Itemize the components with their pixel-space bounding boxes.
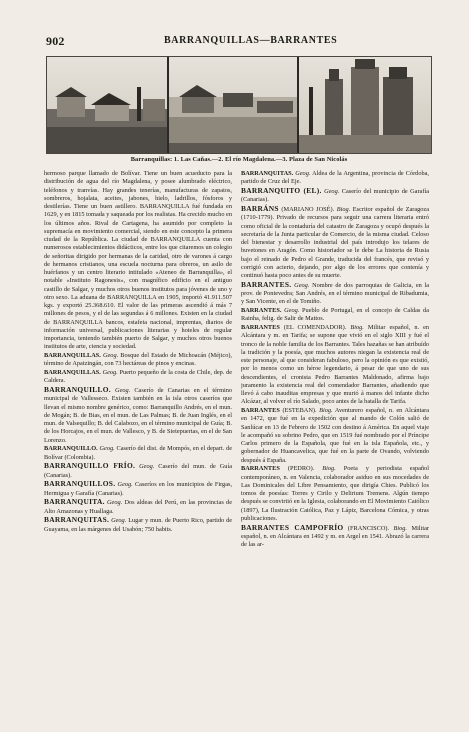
- entry-text: Caseríos en los municipios de Firgas, Hermigua y Garafía (Canarias).: [44, 481, 232, 497]
- entry-category: Geog.: [117, 481, 133, 489]
- entry: [44, 386, 232, 445]
- entry-headword: BARRANQUITO (EL).: [241, 186, 322, 195]
- entry: [241, 307, 429, 324]
- entry: [44, 516, 232, 534]
- entry-category: Geog.: [324, 188, 340, 195]
- entry: [44, 445, 232, 462]
- entry-headword: BARRÁNS: [241, 204, 279, 213]
- entry-text: Caserío del dist. de Mompós, en el depart. de Bolívar (Colombia).: [44, 445, 232, 461]
- entry: [241, 187, 429, 205]
- entry-category: Geog.: [115, 387, 131, 394]
- entry-headword: BARRANQUITAS.: [241, 170, 294, 177]
- entry-headword: BARRANTES: [241, 407, 280, 414]
- entry-category: Biog.: [350, 324, 364, 331]
- figure-caption: Barranquillas: 1. Las Cañas.—2. El río Magdalena.—3. Plaza de San Nicolás: [130, 156, 348, 163]
- entry-category: Geog.: [139, 463, 155, 471]
- entry-headword: BARRANTES CAMPOFRÍO: [241, 522, 344, 532]
- entry-text: Militar español, n. en Alcántara y m. en Tarifa; se supone que vivió en el siglo XIII y fué el tronco de la noble familia de los Barrantes. Tales hazañas se han atribuído la tradición y la poesía, que muchos autores niegan la existencia real de este personaje, al que consideran fabuloso, pero la opinión es que existió, por lo menos como un héroe legendario, á pesar de que uno de sus descendientes, el cronista Pedro Barrantes Maldonado, afirma bajo juramento la existencia real del comendador Barrantes, añadiendo que llevó á cabo inauditas empresas y que murió á manos del infante dicho Alcázar, al volver el río Salado, poco antes de la batalla de Tarifa.: [241, 324, 429, 406]
- page-header: [46, 34, 432, 48]
- entry-category: Biog.: [393, 524, 407, 532]
- entry-name: (ESTEBAN).: [282, 407, 317, 414]
- entry-text: Pueblo de Portugal, en el concejo de Caldas da Rainha, felig. de Salir de Mattos.: [241, 307, 429, 323]
- entry-text: Dos aldeas del Perú, en las provincias de Alto Amazonas y Huallaga.: [44, 499, 232, 515]
- entry-headword: BARRANTES: [241, 324, 280, 331]
- entry-name: (MARIANO JOSÉ).: [281, 206, 335, 213]
- entry-text: Caserío de Canarias en el término municipal de Vallesseco. Existen también en la isla otros caseríos que llevan el mismo nombre genérico, como: Barranquillo Andrés, en el mun. de Mogán; B. de Bias, en el mun. de Las Palmas; B. de Juan Inglés, en el mun. de Valsequillo; B. del Calabozo, en el término municipal de Guía; B. de los Horcajos, en el mun. de Vallesco, y B. de Sietepuertas, en el de San Lorenzo.: [44, 387, 232, 444]
- entry-text: Nombre de dos parroquias de Galicia, en la prov. de Pontevedra; San Andrés, en el término municipal de Ribadumia, y San Vicente, en el de Tomiño.: [241, 281, 429, 306]
- entry-text: Militar español, n. en Alcántara en 1492 y m. en Argel en 1541. Abrazó la carrera de las ar-: [241, 524, 429, 548]
- entry-text: Lugar y mun. de Puerto Rico, partido de Guayama, en las márgenes del Usabón; 750 habits.: [44, 517, 232, 533]
- entry-headword: BARRANQUILLAS.: [44, 369, 101, 376]
- entry: [241, 465, 429, 523]
- entry-text: Bosque del Estado de Michoacán (Méjico), término de Apatzingán, con 73 hectáreas de pinos y encinas.: [44, 352, 232, 368]
- entry-headword: BARRANQUITA.: [44, 497, 105, 507]
- entry-category: Geog.: [107, 499, 123, 507]
- entry-headword: BARRANQUILLO.: [44, 385, 111, 394]
- entry-headword: BARRANQUITAS.: [44, 515, 110, 525]
- entry: [44, 352, 232, 369]
- engraving-figure: [46, 56, 432, 154]
- entry-category: Biog.: [322, 465, 336, 473]
- entry: [241, 407, 429, 465]
- entry: [241, 170, 429, 187]
- entry-category: Geog.: [295, 170, 311, 177]
- entry-text: Caserío del municipio de Garafía (Canarias).: [241, 188, 429, 204]
- entry-category: Biog.: [336, 206, 351, 213]
- entry-category: Geog.: [111, 517, 127, 525]
- entry-text: Aldea de la Argentina, provincia de Córdoba, partido de Cruz del Eje.: [241, 170, 429, 186]
- entry: [241, 281, 429, 307]
- entry-headword: BARRANQUILLO FRÍO.: [44, 461, 136, 471]
- entry-text: Aventurero español, n. en Alcántara en 1472, que fué en la expedición que al mando de Colón salió de Sanlúcar en 13 de Febrero de 1502 con destino á América. En aquel viaje le acompañó su sobrino Pedro, que en 1519 fué nombrado por el Príncipe Carlos primero de la Española, que fué en la isla Española, etc., y gobernador de Huancavelica, que fué en la parte de Ovando, volviendo después á España.: [241, 407, 429, 464]
- left-column: [44, 170, 232, 722]
- page-number: 902: [46, 34, 65, 48]
- entry-category: Geog.: [284, 307, 300, 314]
- entry-category: Geog.: [102, 369, 118, 376]
- entry-category: Geog.: [294, 281, 310, 289]
- entry-name: (FRANCISCO).: [347, 524, 390, 532]
- entry-headword: BARRANTES: [241, 465, 280, 473]
- entry-headword: BARRANTES.: [241, 279, 292, 289]
- entry-headword: BARRANTES.: [241, 307, 282, 314]
- entry-headword: BARRANQUILLOS.: [44, 479, 116, 489]
- entry-category: Geog.: [102, 352, 119, 359]
- entry: [241, 324, 429, 407]
- entry-name: (EL COMENDADOR).: [283, 324, 347, 331]
- entry-text: Poeta y periodista español contemporáneo, n. en Valencia, colaborador asiduo en sus mocedades de Las Dominicales del Libre Pensamiento, que dirigía Chies. Publicó los tomos de poesías: Torres y Cirilo y Delirium Tremens. Algún tiempo después se convirtió en la Iglesia, colaborando en El Movimiento Católico (1897), La Ilustración Católica, Paz y Lápiz, Barcelona Cómica, y otras publicaciones.: [241, 465, 429, 522]
- entry-name: (PEDRO).: [287, 465, 315, 473]
- entry-text: hermoso parque llamado de Bolívar. Tiene un buen acueducto para la distribución de agua del río Magdalena, y posee alumbrado eléctrico, teléfonos y tranvías. Hay grandes tenerías, manufacturas de zapatos, sombreros, hojalata, aceites, jabones, hielo, ladrillos, fósforos y destilerías. Tiene un buen astillero. BARRANQUILLA fué fundada en 1629, y en 1815 tomada y saqueada por los realistas. Ha crecido mucho en los últimos años. Rival de Cartagena, ha asumido por completo la supremacía en movimiento comercial, siendo en este concepto la primera ciudad de la República. La ciudad de BARRANQUILLA cuenta con numerosos establecimientos didácticos, entre los que citaremos un colegio de señoritas dirigido por hermanas de la caridad, otro de varones á cargo de hermanos cristianos, una escuela nocturna para obreros, un asilo de huérfanos y un centro literario intitulado «Ateneo de Barranquilla», el notable «Instituto Ragonesis», con magnífico edificio en el antiguo castillo de Salgar, y muchos otros buenos institutos para jóvenes de uno y otro sexo. La aduana de BARRANQUILLA en 1905, importó 41.911.507 kgs. y exportó 25.368.610. El valor de las primeras ascendió á más 7 millones de pesos, y el de las segundas á 6 millones. Existen en la ciudad de BARRANQUILLA bancos, estafeta nacional, imprentas, diarios de información universal, publicaciones literarias y hoteles de regular importancia, teniendo también puerto de Salgar, y muchos otros buenos institutos de arte, ciencia y sociedad.: [44, 170, 232, 351]
- entry-headword: BARRANQUILLAS.: [44, 352, 101, 359]
- entry: [44, 498, 232, 516]
- entry: [44, 170, 232, 352]
- entry-text: Escritor español de Zaragoza (1710-1779). Privado de recursos para seguir una carrera literaria entró como oficial de la contaduría del catastro de Zaragoza y ocupó después la secretaría de la Junta particular de Comercio, de la misma ciudad. Celoso del bienestar y desarrollo industrial del país introdujo los telares de buvetones en Aragón. Como historiador se le debe La historia de Rusia bajo el reinado de Pedro el Grande, traducida del francés, que revisó y corrigió con acierto, dejando, por algo de los errores que contenía y continuó hasta poco antes de su muerte.: [241, 206, 429, 279]
- entry-text: Caserío del mun. de Guía (Canarias).: [44, 463, 232, 479]
- entry-category: Geog.: [99, 445, 115, 453]
- entry: [44, 480, 232, 498]
- running-head: BARRANQUILLAS—BARRANTES: [164, 35, 338, 46]
- entry: [241, 205, 429, 280]
- entry: [241, 524, 429, 550]
- entry: [44, 369, 232, 386]
- entry: [44, 462, 232, 480]
- entry-headword: BARRANQUILLO.: [44, 445, 98, 453]
- entry-category: Biog.: [319, 407, 333, 414]
- entry-text: Puerto pequeño de la costa de Chile, dep. de Caldera.: [44, 369, 232, 385]
- barranquilla-views-illustration: [47, 57, 431, 153]
- right-column: [241, 170, 429, 722]
